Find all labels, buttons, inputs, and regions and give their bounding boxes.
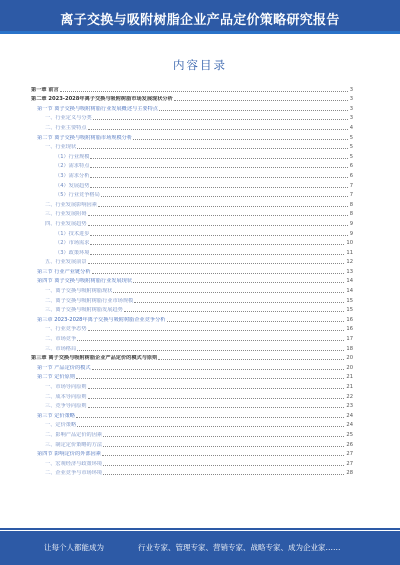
toc-entry-label: 第二节 定价原则 [37, 374, 75, 381]
toc-entry-page: 5 [349, 134, 353, 141]
toc-entry[interactable] [31, 294, 353, 304]
toc-leader-dots [124, 311, 345, 312]
toc-entry[interactable] [31, 179, 353, 189]
toc-heading: 内容目录 [173, 58, 227, 72]
toc-entry-page: 16 [346, 326, 353, 333]
toc-entry-page: 24 [346, 422, 353, 429]
toc-entry-label: （1）技术进步 [55, 230, 90, 237]
toc-entry[interactable] [31, 419, 353, 429]
toc-entry[interactable] [31, 112, 353, 122]
toc-entry-label: 三、竞争导向原则 [45, 403, 87, 410]
toc-entry-page: 27 [346, 451, 353, 458]
toc-leader-dots [133, 282, 344, 283]
toc-entry[interactable] [31, 390, 353, 400]
toc-entry[interactable] [31, 198, 353, 208]
toc-leader-dots [90, 235, 347, 236]
toc-entry-page: 3 [349, 96, 353, 103]
toc-entry-label: 第三节 定价策略 [37, 412, 75, 419]
toc-leader-dots [90, 158, 347, 159]
toc-leader-dots [60, 91, 348, 92]
toc-entry[interactable] [31, 160, 353, 170]
toc-leader-dots [77, 148, 348, 149]
toc-entry-label: 一、离子交换与吸附树脂现状 [45, 288, 113, 295]
toc-entry-label: 一、行业竞争态势 [45, 326, 87, 333]
table-of-contents [31, 83, 353, 476]
toc-entry-label: 四、行业发展趋势 [45, 220, 87, 227]
toc-entry-page: 5 [349, 144, 353, 151]
toc-entry-label: 一、行业现状 [45, 144, 77, 151]
toc-leader-dots [77, 426, 344, 427]
toc-entry-page: 4 [349, 124, 353, 131]
toc-entry[interactable] [31, 342, 353, 352]
toc-entry-label: 第四节 离子交换与吸附树脂行业发展现状 [37, 278, 133, 285]
toc-leader-dots [88, 398, 345, 399]
toc-leader-dots [102, 455, 344, 456]
toc-leader-dots [90, 244, 344, 245]
toc-leader-dots [103, 474, 344, 475]
toc-entry-page: 23 [346, 403, 353, 410]
toc-entry-page: 15 [346, 307, 353, 314]
toc-entry-page: 18 [346, 345, 353, 352]
toc-entry-label: 一、定价策略 [45, 422, 77, 429]
toc-entry[interactable] [31, 323, 353, 333]
toc-entry[interactable] [31, 208, 353, 218]
toc-entry[interactable] [31, 237, 353, 247]
toc-leader-dots [88, 263, 345, 264]
toc-entry[interactable] [31, 169, 353, 179]
toc-leader-dots [76, 417, 344, 418]
toc-entry-label: 二、企业竞争与市场环境 [45, 470, 103, 477]
toc-entry-page: 12 [346, 259, 353, 266]
toc-entry[interactable] [31, 102, 353, 112]
toc-leader-dots [88, 129, 348, 130]
toc-entry[interactable] [31, 361, 353, 371]
toc-leader-dots [90, 177, 347, 178]
toc-entry-page: 27 [346, 460, 353, 467]
toc-entry[interactable] [31, 227, 353, 237]
toc-leader-dots [88, 330, 345, 331]
toc-entry-label: 五、行业发展前景 [45, 259, 87, 266]
report-title: 离子交换与吸附树脂企业产品定价策略研究报告 [60, 13, 340, 28]
toc-entry-label: 第四节 影响定价的外部因素 [37, 451, 101, 458]
toc-entry-page: 9 [349, 220, 353, 227]
toc-entry-page: 17 [346, 336, 353, 343]
toc-entry-page: 20 [346, 364, 353, 371]
toc-entry-page: 13 [346, 268, 353, 275]
toc-entry-page: 24 [346, 412, 353, 419]
toc-entry-page: 20 [346, 355, 353, 362]
toc-leader-dots [93, 119, 348, 120]
toc-leader-dots [158, 359, 344, 360]
toc-entry-label: 第二节 离子交换与吸附树脂市场规模分析 [37, 134, 133, 141]
footer-slogan-left: 让每个人都能成为 [44, 543, 104, 552]
toc-entry-label: （1）行业规模 [55, 153, 90, 160]
toc-entry-page: 25 [346, 431, 353, 438]
toc-entry[interactable] [31, 150, 353, 160]
toc-entry-label: （3）政策环境 [55, 249, 90, 256]
toc-entry[interactable] [31, 217, 353, 227]
toc-leader-dots [103, 465, 344, 466]
toc-entry-page: 26 [346, 441, 353, 448]
toc-entry[interactable] [31, 189, 353, 199]
toc-entry[interactable] [31, 256, 353, 266]
toc-entry[interactable] [31, 371, 353, 381]
toc-entry-label: 二、成本导向原则 [45, 393, 87, 400]
toc-entry-page: 15 [346, 297, 353, 304]
toc-entry-label: 三、离子交换与吸附树脂发展趋势 [45, 307, 123, 314]
toc-leader-dots [77, 350, 344, 351]
toc-entry[interactable] [31, 438, 353, 448]
toc-leader-dots [174, 100, 348, 101]
toc-leader-dots [88, 388, 345, 389]
toc-entry-page: 8 [349, 211, 353, 218]
toc-entry-label: 二、市场竞争 [45, 336, 77, 343]
toc-entry[interactable] [31, 121, 353, 131]
toc-entry-label: 二、影响产品定价的因素 [45, 431, 103, 438]
toc-entry[interactable] [31, 400, 353, 410]
toc-entry[interactable] [31, 467, 353, 477]
toc-entry-page: 14 [346, 288, 353, 295]
toc-entry-label: 第三章 离子交换与吸附树脂企业产品定价的模式与原则 [31, 355, 158, 362]
toc-entry-page: 3 [349, 115, 353, 122]
toc-entry-page: 10 [346, 240, 353, 247]
toc-entry-label: 第二章 2023-2028年离子交换与吸附树脂市场发展现状分析 [31, 96, 173, 103]
toc-leader-dots [88, 215, 348, 216]
toc-leader-dots [77, 340, 344, 341]
toc-entry-page: 11 [346, 249, 353, 256]
toc-leader-dots [134, 302, 344, 303]
toc-entry-label: 二、离子交换与吸附树脂行业市场规模 [45, 297, 134, 304]
toc-entry-label: 第三节 行业产业链分析 [37, 268, 91, 275]
toc-entry-label: 第三章 2023-2028年离子交换与吸附树脂企业竞争分析 [37, 316, 166, 323]
toc-entry-page: 21 [346, 384, 353, 390]
toc-entry-page: 7 [349, 182, 353, 189]
toc-entry-page: 22 [346, 393, 353, 400]
toc-entry-page: 6 [349, 172, 353, 179]
toc-entry-page: 7 [349, 192, 353, 199]
toc-entry-label: （2）市场需求 [55, 240, 90, 247]
toc-entry-label: 三、制定定价策略的方法 [45, 441, 103, 448]
toc-entry[interactable] [31, 93, 353, 103]
footer-divider [0, 528, 400, 530]
toc-entry[interactable] [31, 409, 353, 419]
toc-entry[interactable] [31, 131, 353, 141]
toc-entry[interactable] [31, 352, 353, 362]
toc-entry[interactable] [31, 265, 353, 275]
toc-entry[interactable] [31, 448, 353, 458]
toc-entry-label: 第一节 离子交换与吸附树脂行业发展概述与主要特点 [37, 105, 158, 112]
toc-leader-dots [92, 273, 345, 274]
report-header [0, 0, 400, 34]
footer-slogan-right: 行业专家、管理专家、营销专家、战略专家、成为企业家…… [138, 543, 341, 552]
toc-entry-page: 21 [346, 374, 353, 381]
toc-entry-page: 8 [349, 201, 353, 208]
toc-entry-page: 3 [349, 105, 353, 112]
toc-entry-label: 三、市场格局 [45, 345, 77, 352]
toc-leader-dots [167, 321, 345, 322]
toc-entry-label: 二、行业主要特点 [45, 124, 87, 131]
toc-entry[interactable] [31, 304, 353, 314]
toc-leader-dots [133, 139, 348, 140]
toc-entry-label: （4）发展趋势 [55, 182, 90, 189]
toc-leader-dots [88, 225, 348, 226]
toc-entry-page: 5 [349, 153, 353, 160]
toc-entry-label: 一、宏观经济与政策环境 [45, 460, 103, 467]
toc-leader-dots [103, 446, 344, 447]
toc-leader-dots [113, 292, 344, 293]
toc-entry-label: （5）行业竞争格局 [55, 192, 100, 199]
toc-leader-dots [88, 407, 345, 408]
toc-leader-dots [92, 369, 345, 370]
toc-entry[interactable] [31, 380, 353, 390]
toc-entry-label: （2）需求特点 [55, 163, 90, 170]
toc-entry[interactable] [31, 284, 353, 294]
toc-entry-page: 9 [349, 230, 353, 237]
toc-entry[interactable] [31, 83, 353, 93]
toc-entry-label: 第一章 前言 [31, 86, 59, 93]
toc-entry-label: 一、行业定义与分类 [45, 115, 92, 122]
toc-leader-dots [159, 110, 348, 111]
toc-leader-dots [90, 187, 347, 188]
toc-entry-page: 14 [346, 278, 353, 285]
toc-entry[interactable] [31, 246, 353, 256]
toc-entry-page: 28 [346, 470, 353, 477]
toc-leader-dots [103, 436, 344, 437]
toc-entry[interactable] [31, 141, 353, 151]
toc-entry-page: 3 [349, 86, 353, 93]
toc-entry[interactable] [31, 313, 353, 323]
toc-entry[interactable] [31, 428, 353, 438]
toc-entry-label: 一、市场导向原则 [45, 384, 87, 390]
toc-entry-label: 三、行业发展阻碍 [45, 211, 87, 218]
toc-entry-label: （3）需求分析 [55, 172, 90, 179]
toc-entry[interactable] [31, 457, 353, 467]
toc-entry[interactable] [31, 275, 353, 285]
toc-entry-label: 二、行业发展影响因素 [45, 201, 97, 208]
toc-entry-label: 第一节 产品定价的模式 [37, 364, 91, 371]
toc-leader-dots [101, 196, 348, 197]
toc-leader-dots [98, 206, 348, 207]
toc-leader-dots [90, 167, 347, 168]
toc-entry[interactable] [31, 332, 353, 342]
report-footer [0, 531, 400, 565]
toc-leader-dots [90, 254, 344, 255]
toc-leader-dots [76, 378, 344, 379]
toc-entry-page: 6 [349, 163, 353, 170]
toc-entry-page: 16 [346, 316, 353, 323]
